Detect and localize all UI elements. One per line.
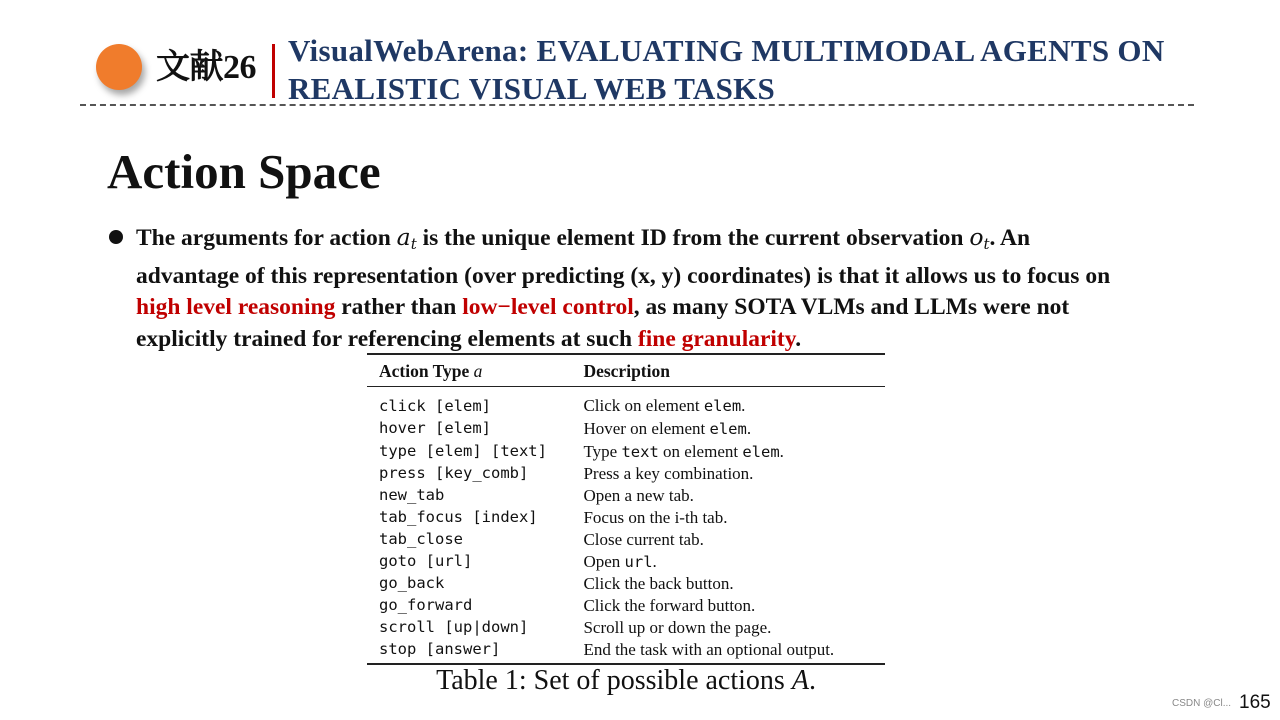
description-cell (583, 529, 885, 551)
description-cell (583, 463, 885, 485)
header-action-type-label: Action Type (379, 361, 474, 381)
table-row (367, 387, 885, 418)
table-row (367, 485, 885, 507)
math-var-observation-sub: t (983, 235, 990, 253)
table-row (367, 418, 885, 441)
action-type-cell: click [elem] (379, 396, 491, 415)
action-type-cell: goto [url] (379, 552, 473, 571)
caption-var: A (791, 665, 809, 696)
table-row (367, 551, 885, 574)
header-dashed-rule (80, 104, 1194, 106)
action-type-cell: press [key_comb] (379, 464, 529, 483)
table-row (367, 529, 885, 551)
description-text: Click on element (583, 396, 704, 415)
description-text: Hover on element (583, 418, 710, 438)
description-cell (583, 617, 885, 639)
math-var-observation (969, 223, 989, 251)
action-table-figure (367, 353, 885, 696)
description-text: End the task with an optional output. (583, 639, 835, 659)
header-orange-dot (96, 44, 142, 90)
page-number: 165 (1239, 692, 1271, 713)
table-row (367, 573, 885, 595)
description-cell (583, 639, 885, 664)
description-cell (583, 595, 885, 617)
highlight-fine-granularity: fine granularity (637, 326, 796, 353)
table-caption (367, 663, 885, 699)
caption-text: Table 1: Set of possible actions (436, 665, 792, 696)
description-cell (583, 485, 885, 507)
action-table-body (367, 387, 885, 664)
header-action-var: a (473, 361, 483, 381)
table-row (367, 639, 885, 664)
description-text: . (746, 418, 752, 438)
bullet-line-3 (136, 292, 1256, 324)
bullet-text-segment: rather than (335, 294, 463, 321)
description-code: elem (742, 442, 780, 461)
description-cell (583, 441, 885, 464)
header-description: Description (583, 354, 885, 387)
bullet-text-segment: . (795, 326, 802, 353)
description-text: Press a key combination. (583, 464, 754, 484)
description-text: . (741, 396, 746, 415)
action-type-cell: stop [answer] (367, 639, 583, 664)
action-type-cell: go_forward (379, 596, 473, 615)
description-text: Type (583, 441, 622, 461)
paper-title-line-2: REALISTIC VISUAL WEB TASKS (288, 71, 776, 106)
header-action-type (367, 354, 583, 387)
bullet-dot (109, 230, 123, 244)
math-var-observation-base: o (969, 223, 984, 251)
description-cell (583, 418, 885, 441)
header-divider-bar (272, 44, 275, 98)
description-text: Close current tab. (583, 529, 704, 549)
bullet-paragraph (136, 222, 1256, 356)
bullet-text-segment: is the unique element ID from the current observation (416, 225, 970, 251)
description-text: on element (658, 441, 743, 461)
math-var-action-sub: t (410, 235, 417, 253)
description-text: Click the forward button. (583, 596, 756, 616)
description-text: . (652, 551, 657, 571)
table-row (367, 507, 885, 529)
description-cell (583, 573, 885, 595)
description-text: Focus on the i-th tab. (583, 507, 728, 527)
action-type-cell: tab_focus [index] (379, 507, 538, 526)
table-row (367, 595, 885, 617)
reference-label: 文献26 (156, 49, 256, 86)
math-var-action-base: a (396, 223, 411, 251)
bullet-line-4 (136, 324, 1256, 356)
highlight-low-level-control: low−level control (462, 294, 634, 321)
description-code: text (621, 442, 659, 461)
paper-title-line-1: VisualWebArena: EVALUATING MULTIMODAL AGENTS ON (288, 33, 1165, 68)
action-type-cell: go_back (379, 574, 445, 593)
description-text: Open (583, 551, 625, 571)
description-cell (583, 551, 885, 574)
description-code: elem (709, 419, 747, 438)
caption-end: . (808, 665, 816, 696)
action-type-cell: type [elem] [text] (379, 442, 547, 461)
action-type-cell: new_tab (379, 486, 445, 505)
description-code: elem (703, 397, 742, 415)
action-table (367, 353, 885, 665)
description-text: Click the back button. (583, 574, 734, 594)
description-text: Open a new tab. (583, 486, 694, 506)
table-header-row (367, 354, 885, 387)
paper-title (288, 32, 1218, 108)
action-type-cell: hover [elem] (379, 419, 491, 438)
table-row (367, 617, 885, 639)
bullet-line-2: advantage of this representation (over predicting (x, y) coordinates) is that it allows us to focus on (136, 262, 1111, 289)
slide-title: Action Space (107, 144, 381, 199)
watermark: CSDN @Cl... (1172, 698, 1232, 709)
bullet-line-1 (136, 222, 1256, 261)
table-row (367, 441, 885, 464)
description-cell (583, 507, 885, 529)
bullet-text-segment: , as many SOTA VLMs and LLMs were not (633, 294, 1070, 321)
bullet-text-segment: The arguments for action (136, 225, 397, 251)
table-row (367, 463, 885, 485)
bullet-text-segment: explicitly trained for referencing elements at such (136, 326, 638, 353)
description-code: url (624, 552, 653, 571)
description-text: . (779, 441, 784, 461)
description-cell (583, 387, 885, 418)
description-text: Scroll up or down the page. (583, 617, 772, 637)
action-type-cell: tab_close (379, 529, 463, 548)
highlight-high-level-reasoning: high level reasoning (136, 294, 336, 321)
math-var-action (397, 223, 417, 251)
action-type-cell: scroll [up|down] (379, 617, 529, 636)
bullet-text-segment: . An (989, 225, 1031, 251)
